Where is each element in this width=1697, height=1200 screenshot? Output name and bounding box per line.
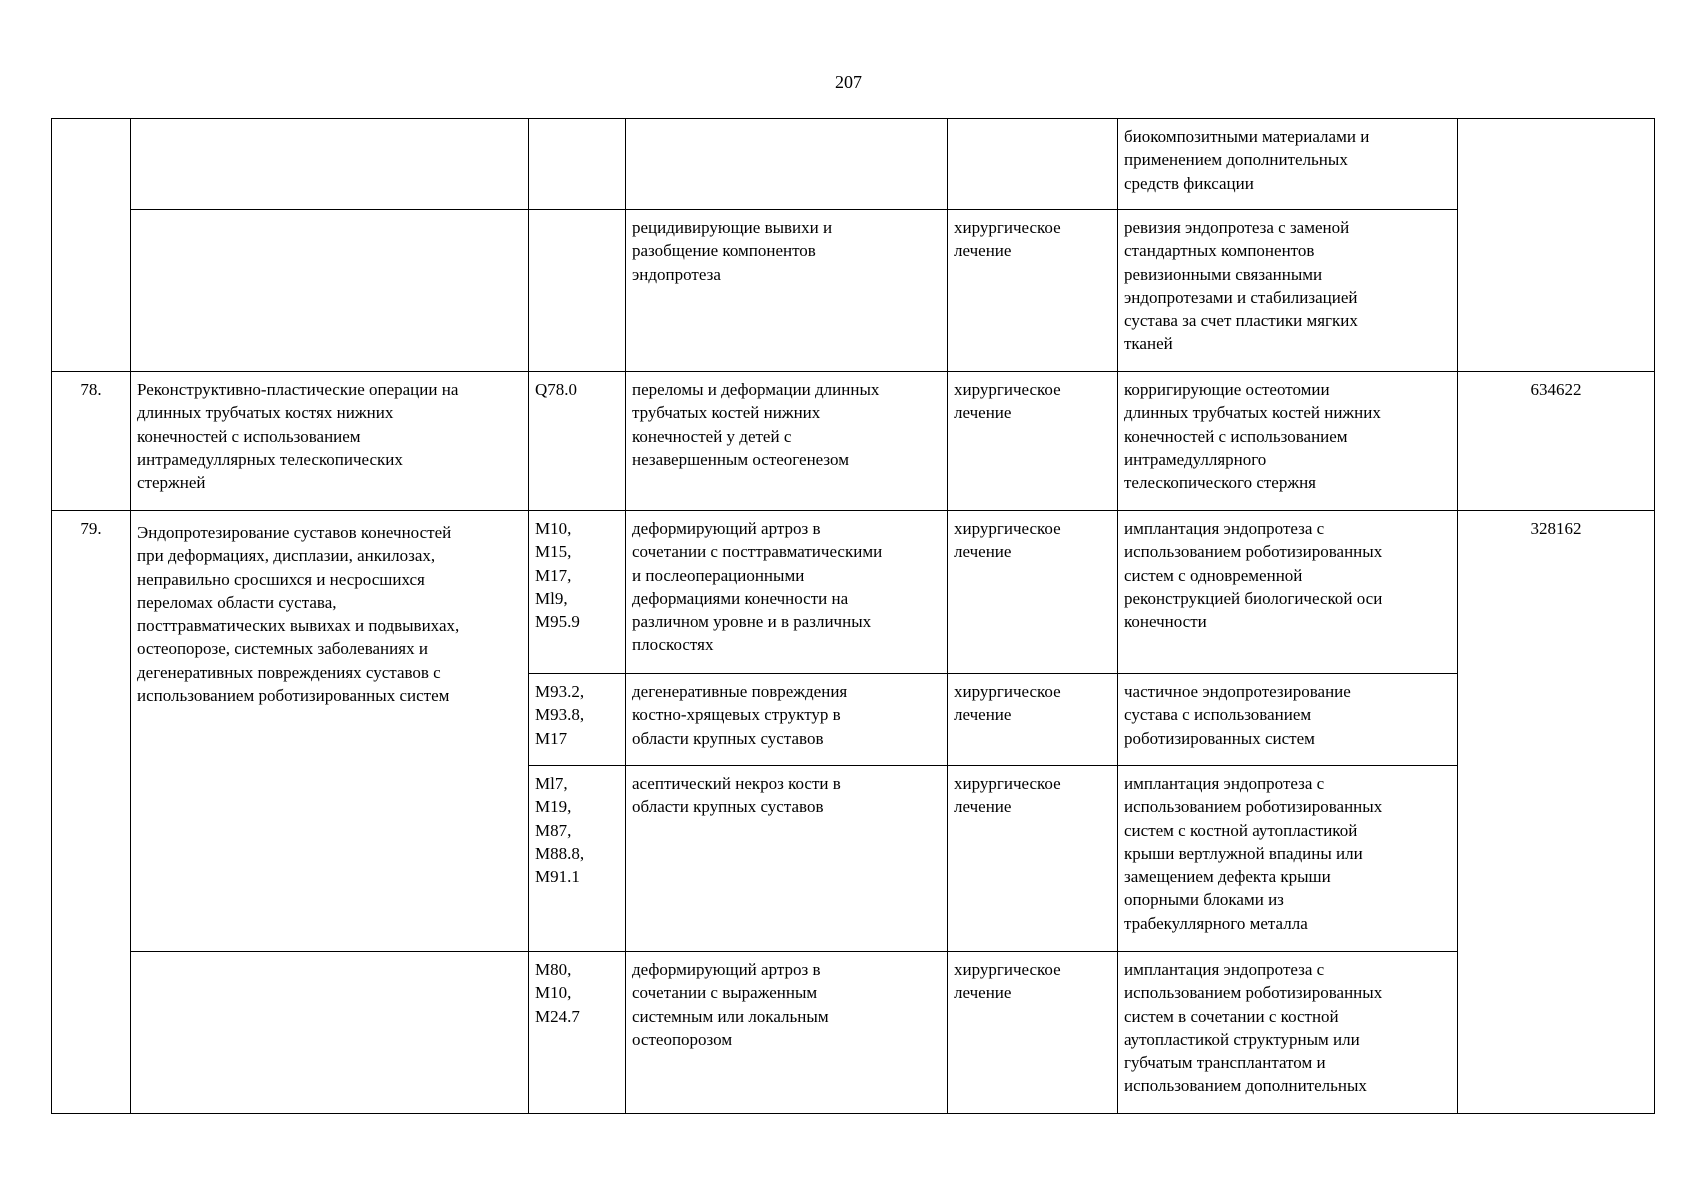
condition-cell: дегенеративные повреждения костно-хрящевых структур в области крупных суставов <box>626 674 948 766</box>
codes-cell: Q78.0 <box>529 372 626 511</box>
treatment-type-cell: хирургическое лечение <box>948 372 1118 511</box>
method-cell: корригирующие остеотомии длинных трубчатых костей нижних конечностей с использованием интрамедуллярного телескопического стержня <box>1118 372 1458 511</box>
table-row <box>52 952 1655 1114</box>
treatment-type-cell: хирургическое лечение <box>948 210 1118 372</box>
condition-cell <box>626 119 948 210</box>
codes-cell: M10, M15, M17, Ml9, M95.9 <box>529 511 626 674</box>
method-cell: имплантация эндопротеза с использованием роботизированных систем в сочетании с костной аутопластикой структурным или губчатым трансплантатом и использованием дополнительных <box>1118 952 1458 1114</box>
codes-cell: M80, M10, M24.7 <box>529 952 626 1114</box>
treatment-type-cell: хирургическое лечение <box>948 766 1118 952</box>
cost-cell: 328162 <box>1458 511 1655 1114</box>
row-number-cell <box>52 119 131 372</box>
row-number-cell: 78. <box>52 372 131 511</box>
condition-cell: рецидивирующие вывихи и разобщение компонентов эндопротеза <box>626 210 948 372</box>
page-number: 207 <box>835 72 862 92</box>
condition-cell: переломы и деформации длинных трубчатых костей нижних конечностей у детей с незавершенным остеогенезом <box>626 372 948 511</box>
method-cell: имплантация эндопротеза с использованием роботизированных систем с костной аутопластикой крыши вертлужной впадины или замещением дефекта крыши опорными блоками из трабекуллярного металла <box>1118 766 1458 952</box>
codes-cell: Ml7, M19, M87, M88.8, M91.1 <box>529 766 626 952</box>
method-cell: биокомпозитными материалами и применением дополнительных средств фиксации <box>1118 119 1458 210</box>
cost-cell <box>1458 119 1655 372</box>
codes-cell: M93.2, M93.8, M17 <box>529 674 626 766</box>
condition-cell: деформирующий артроз в сочетании с посттравматическими и послеоперационными деформациями конечности на различном уровне и в различных плоскостях <box>626 511 948 674</box>
description-cell: Эндопротезирование суставов конечностей при деформациях, дисплазии, анкилозах, неправильно сросшихся и несросшихся переломах области сустава, посттравматических вывихах и подвывихах, остеопорозе, системных заболеваниях и дегенеративных повреждениях суставов с использованием роботизированных систем <box>131 511 529 952</box>
codes-cell <box>529 119 626 210</box>
cost-cell: 634622 <box>1458 372 1655 511</box>
description-cell <box>131 952 529 1114</box>
table-row <box>52 372 1655 511</box>
medical-care-table <box>51 118 1655 1114</box>
condition-cell: асептический некроз кости в области крупных суставов <box>626 766 948 952</box>
description-cell <box>131 119 529 210</box>
table-row <box>52 511 1655 674</box>
treatment-type-cell: хирургическое лечение <box>948 511 1118 674</box>
description-cell <box>131 210 529 372</box>
method-cell: частичное эндопротезирование сустава с использованием роботизированных систем <box>1118 674 1458 766</box>
treatment-type-cell <box>948 119 1118 210</box>
treatment-type-cell: хирургическое лечение <box>948 674 1118 766</box>
row-number-cell: 79. <box>52 511 131 1114</box>
codes-cell <box>529 210 626 372</box>
description-cell: Реконструктивно-пластические операции на длинных трубчатых костях нижних конечностей с использованием интрамедуллярных телескопических стержней <box>131 372 529 511</box>
condition-cell: деформирующий артроз в сочетании с выраженным системным или локальным остеопорозом <box>626 952 948 1114</box>
method-cell: ревизия эндопротеза с заменой стандартных компонентов ревизионными связанными эндопротезами и стабилизацией сустава за счет пластики мягких тканей <box>1118 210 1458 372</box>
treatment-type-cell: хирургическое лечение <box>948 952 1118 1114</box>
method-cell: имплантация эндопротеза с использованием роботизированных систем с одновременной реконструкцией биологической оси конечности <box>1118 511 1458 674</box>
table-row <box>52 119 1655 210</box>
table-row <box>52 210 1655 372</box>
